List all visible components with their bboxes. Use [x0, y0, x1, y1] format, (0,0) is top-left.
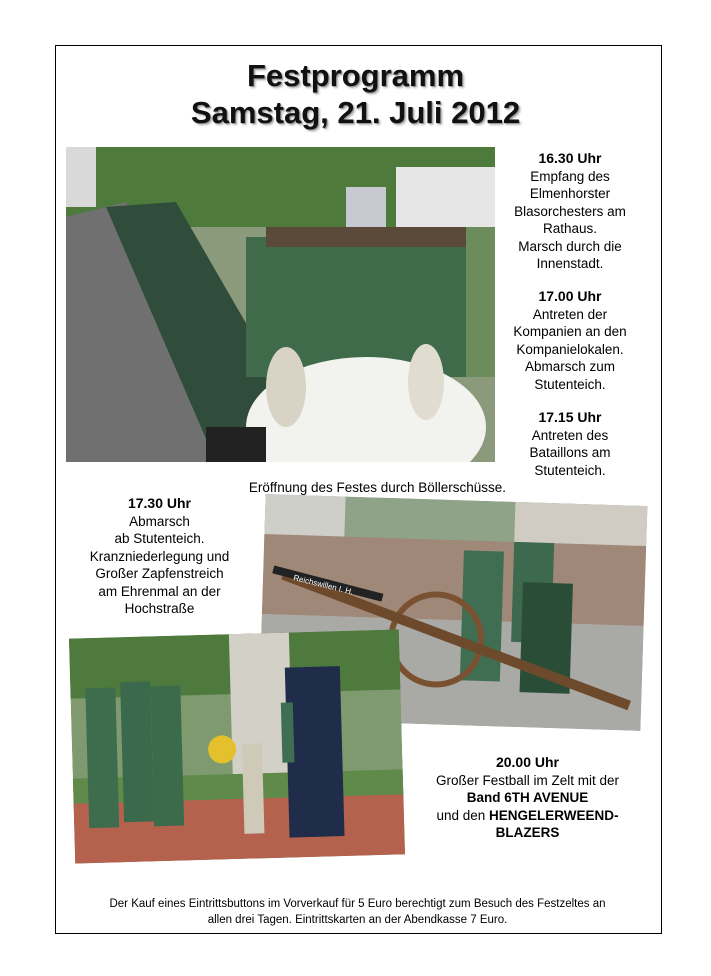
text-line: Blasorchesters am	[514, 203, 626, 219]
time-label: 17.30 Uhr	[127, 495, 192, 511]
band-name-2: HENGELERWEEND-	[489, 807, 619, 823]
opening-note: Eröffnung des Festes durch Böllerschüsse.	[248, 480, 507, 495]
text-line: Stutenteich.	[534, 462, 606, 478]
footer-line: Der Kauf eines Eintrittsbuttons im Vorverkauf für 5 Euro berechtigt zum Besuch des Festzeltes an	[109, 898, 606, 910]
text-line: Kranzniederlegung und	[89, 548, 230, 564]
band-name-2b: BLAZERS	[495, 825, 560, 840]
page-subtitle-date: Samstag, 21. Juli 2012	[190, 95, 521, 130]
text-line: Elmenhorster	[529, 186, 611, 201]
schedule-1700	[500, 288, 640, 393]
text-line: Abmarsch zum	[524, 359, 616, 374]
schedule-1630	[500, 150, 640, 273]
text-line: Rathaus.	[542, 221, 598, 236]
memorial-photo	[69, 629, 405, 863]
text-line: am Ehrenmal an der	[98, 583, 221, 599]
schedule-1715	[500, 409, 640, 479]
text-line: Großer Zapfenstreich	[95, 566, 224, 581]
schedule-1730	[72, 495, 247, 618]
time-label: 17.00 Uhr	[538, 288, 602, 304]
text-line: Bataillons am	[529, 445, 611, 460]
time-label: 17.15 Uhr	[538, 409, 602, 425]
text-line: Hochstraße	[124, 601, 195, 616]
text-line: Innenstadt.	[536, 256, 604, 271]
text-line: und den	[436, 807, 490, 823]
text-line: Kompanielokalen.	[516, 341, 624, 357]
text-line: Abmarsch	[129, 513, 190, 529]
text-line: Marsch durch die	[518, 238, 622, 254]
time-label: 20.00 Uhr	[495, 754, 560, 770]
parade-photo	[66, 147, 495, 462]
text-line: Antreten der	[532, 306, 608, 322]
footer-note	[70, 896, 645, 928]
text-line: Kompanien an den	[513, 324, 627, 339]
footer-line: allen drei Tagen. Eintrittskarten an der Abendkasse 7 Euro.	[207, 914, 508, 926]
text-line: Großer Festball im Zelt mit der	[435, 772, 620, 788]
cannon-inscription: Reichswillen I. H.	[292, 573, 355, 597]
time-label: 16.30 Uhr	[538, 150, 602, 166]
text-line: Empfang des	[530, 168, 610, 184]
text-line: ab Stutenteich.	[114, 531, 205, 546]
band-name: Band 6TH AVENUE	[466, 790, 589, 805]
page-title: Festprogramm	[246, 58, 465, 93]
schedule-2000	[405, 754, 650, 842]
text-line: Antreten des	[531, 427, 609, 443]
text-line: Stutenteich.	[534, 376, 606, 392]
